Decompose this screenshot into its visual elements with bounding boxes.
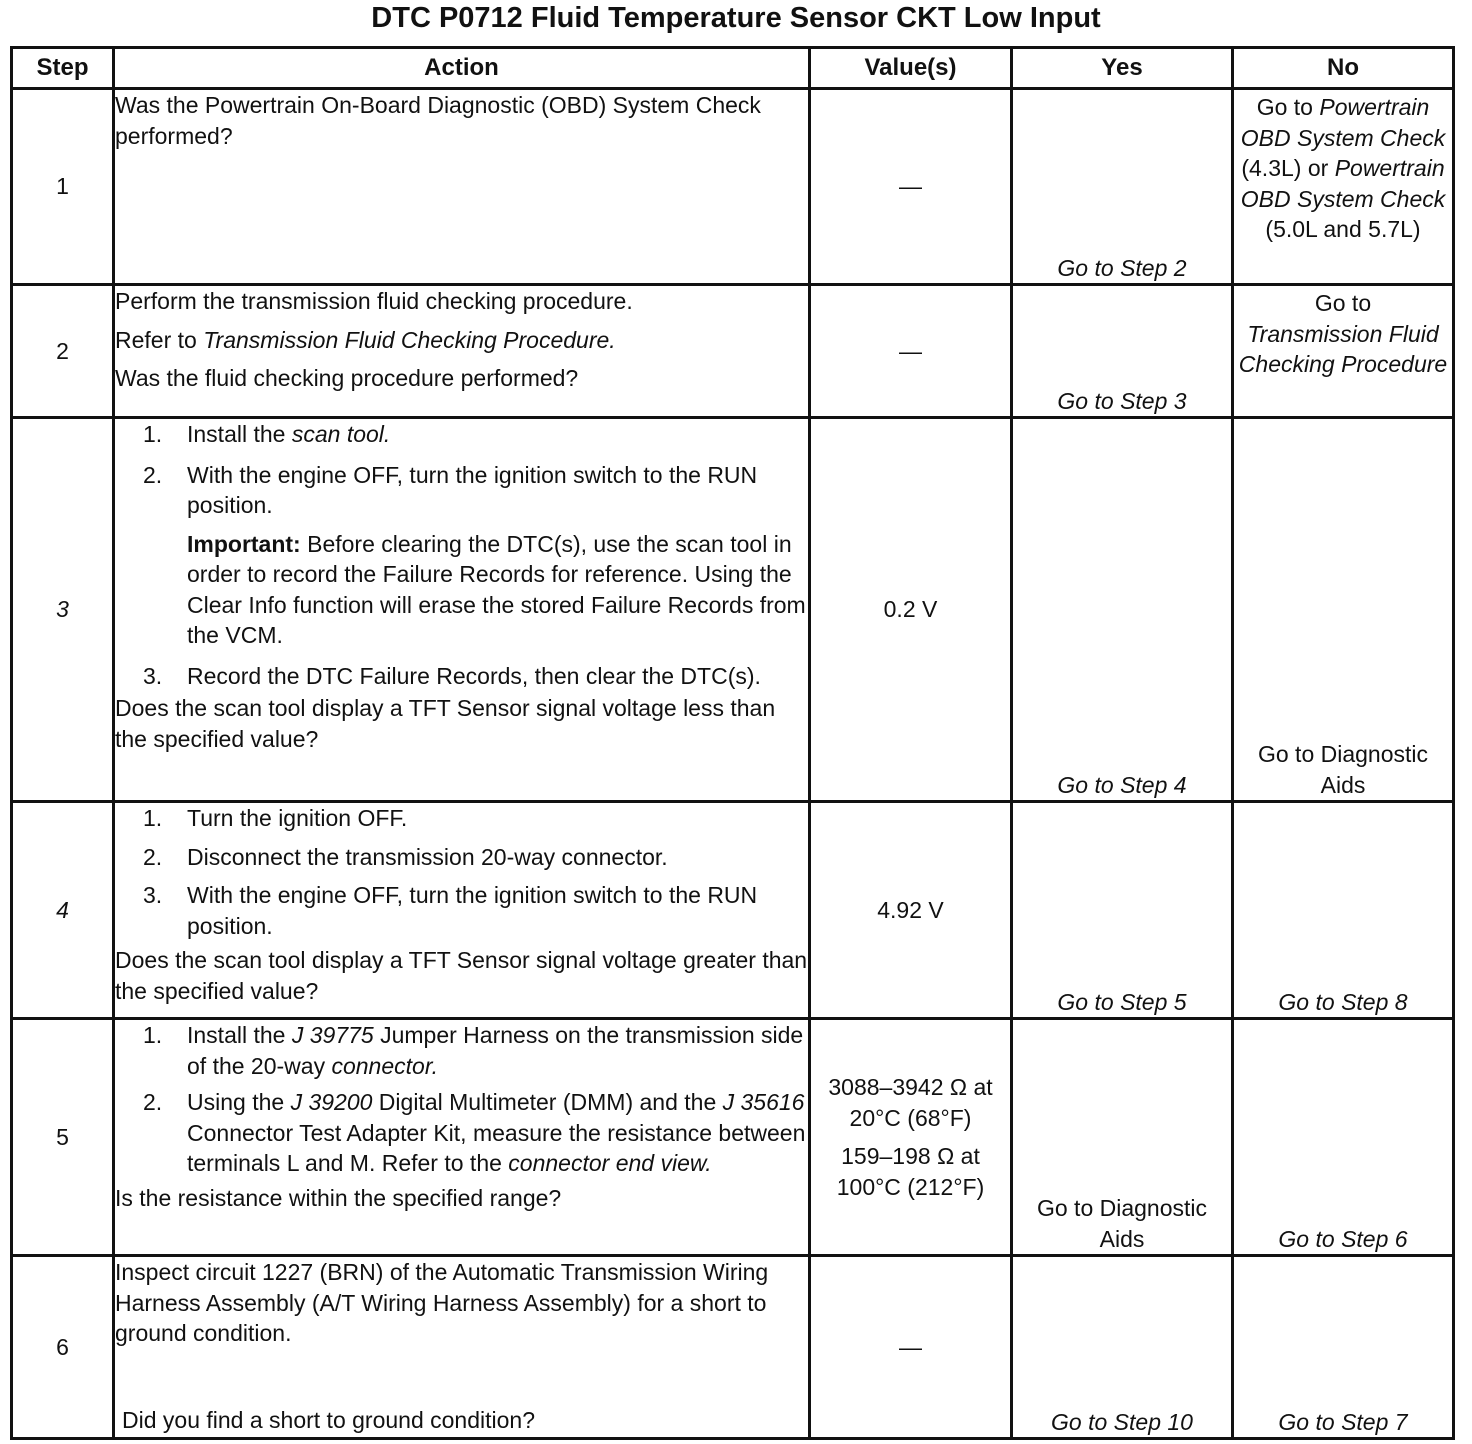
table-row	[12, 1256, 1454, 1439]
no-cell	[1233, 89, 1454, 285]
diagnostic-table	[10, 46, 1455, 1440]
action-question: Does the scan tool display a TFT Sensor signal voltage greater than the specified value?	[115, 947, 808, 1004]
no-cell: Go to Step 6	[1233, 1019, 1454, 1256]
step-number: 4	[12, 802, 114, 1019]
value-cell: 0.2 V	[810, 418, 1012, 802]
action-step-item: 2. With the engine OFF, turn the ignition switch to the RUN position.	[143, 461, 758, 518]
header-yes: Yes	[1012, 48, 1233, 89]
yes-cell: Go to Step 10	[1012, 1256, 1233, 1439]
yes-cell: Go to Step 3	[1012, 285, 1233, 418]
no-text: (4.3L) or	[1241, 155, 1335, 181]
value-text: —	[899, 1333, 922, 1360]
yes-cell: Go to Step 5	[1012, 802, 1233, 1019]
no-link: Transmission Fluid Checking Procedure	[1238, 320, 1448, 377]
step-number: 3	[12, 418, 114, 802]
action-question: Is the resistance within the specified range?	[115, 1184, 562, 1211]
yes-cell: Go to Diagnostic Aids	[1012, 1019, 1233, 1256]
no-cell	[1233, 285, 1454, 418]
action-steps	[115, 419, 808, 521]
value-text: —	[899, 173, 922, 200]
action-steps	[115, 1020, 808, 1179]
refer-text: Refer to	[115, 326, 204, 353]
no-cell: Go to Step 8	[1233, 802, 1454, 1019]
action-text: Perform the transmission fluid checking procedure.	[115, 288, 633, 314]
action-step-item: 3. With the engine OFF, turn the ignition switch to the RUN position.	[143, 882, 758, 939]
important-text: Before clearing the DTC(s), use the scan tool in order to record the Failure Records for reference. Using the Clear Info function will erase the stored Failure Records from the VCM.	[187, 530, 806, 648]
no-text: (5.0L and 5.7L)	[1265, 216, 1421, 242]
action-steps	[115, 803, 808, 941]
action-step-item: 2. Using the J 39200 Digital Multimeter (DMM) and the J 35616 Connector Test Adapter Kit, measure the resistance between terminals L and M. Refer to the connector end view.	[143, 1089, 806, 1176]
action-step-item: 1. Install the scan tool.	[143, 421, 391, 447]
action-cell	[114, 802, 810, 1019]
no-cell: Go to Diagnostic Aids	[1233, 418, 1454, 802]
action-text: Was the Powertrain On-Board Diagnostic (OBD) System Check performed?	[115, 92, 761, 149]
step-number: 1	[12, 89, 114, 285]
table-row	[12, 1019, 1454, 1256]
no-link: Powertrain OBD System Check	[1240, 94, 1446, 151]
table-header-row	[12, 48, 1454, 89]
action-step-item: 1. Turn the ignition OFF.	[143, 805, 408, 831]
step-number: 5	[12, 1019, 114, 1256]
page-title: DTC P0712 Fluid Temperature Sensor CKT Low Input	[371, 2, 1101, 34]
table-row	[12, 89, 1454, 285]
action-question: Does the scan tool display a TFT Sensor signal voltage less than the specified value?	[115, 695, 776, 752]
value-cell	[810, 1256, 1012, 1439]
value-cell	[810, 285, 1012, 418]
yes-cell: Go to Step 2	[1012, 89, 1233, 285]
step-number: 6	[12, 1256, 114, 1439]
value-text: —	[899, 337, 922, 364]
important-note	[115, 529, 808, 651]
action-cell	[114, 418, 810, 802]
value-cell	[810, 1019, 1012, 1256]
action-step-item: 1. Install the J 39775 Jumper Harness on the transmission side of the 20-way connector.	[143, 1022, 804, 1079]
header-no: No	[1233, 48, 1454, 89]
no-link: Powertrain OBD System Check	[1240, 155, 1446, 212]
action-step-item: 2. Disconnect the transmission 20-way connector.	[143, 843, 668, 870]
action-cell	[114, 285, 810, 418]
refer-link: Transmission Fluid Checking Procedure.	[203, 326, 616, 353]
action-question: Was the fluid checking procedure performed?	[115, 365, 579, 391]
header-step: Step	[12, 48, 114, 89]
action-cell	[114, 1256, 810, 1439]
value-text: 159–198 Ω at 100°C (212°F)	[836, 1143, 985, 1200]
value-cell: 4.92 V	[810, 802, 1012, 1019]
action-steps	[115, 661, 808, 692]
no-text: Go to	[1256, 94, 1320, 120]
value-cell	[810, 89, 1012, 285]
important-label: Important:	[187, 530, 301, 557]
table-row	[12, 418, 1454, 802]
value-text: 3088–3942 Ω at 20°C (68°F)	[828, 1074, 993, 1131]
action-step-item: 3. Record the DTC Failure Records, then clear the DTC(s).	[143, 662, 761, 689]
header-action: Action	[114, 48, 810, 89]
no-text: Go to	[1314, 290, 1372, 316]
action-refer	[115, 325, 808, 356]
step-number: 2	[12, 285, 114, 418]
table-row	[12, 802, 1454, 1019]
table-row	[12, 285, 1454, 418]
yes-cell: Go to Step 4	[1012, 418, 1233, 802]
action-text: Inspect circuit 1227 (BRN) of the Automatic Transmission Wiring Harness Assembly (A/T Wiring Harness Assembly) for a short to ground condition.	[115, 1259, 769, 1346]
header-values: Value(s)	[810, 48, 1012, 89]
action-cell	[114, 89, 810, 285]
no-cell: Go to Step 7	[1233, 1256, 1454, 1439]
action-question: Did you find a short to ground condition?	[122, 1406, 535, 1433]
action-cell	[114, 1019, 810, 1256]
